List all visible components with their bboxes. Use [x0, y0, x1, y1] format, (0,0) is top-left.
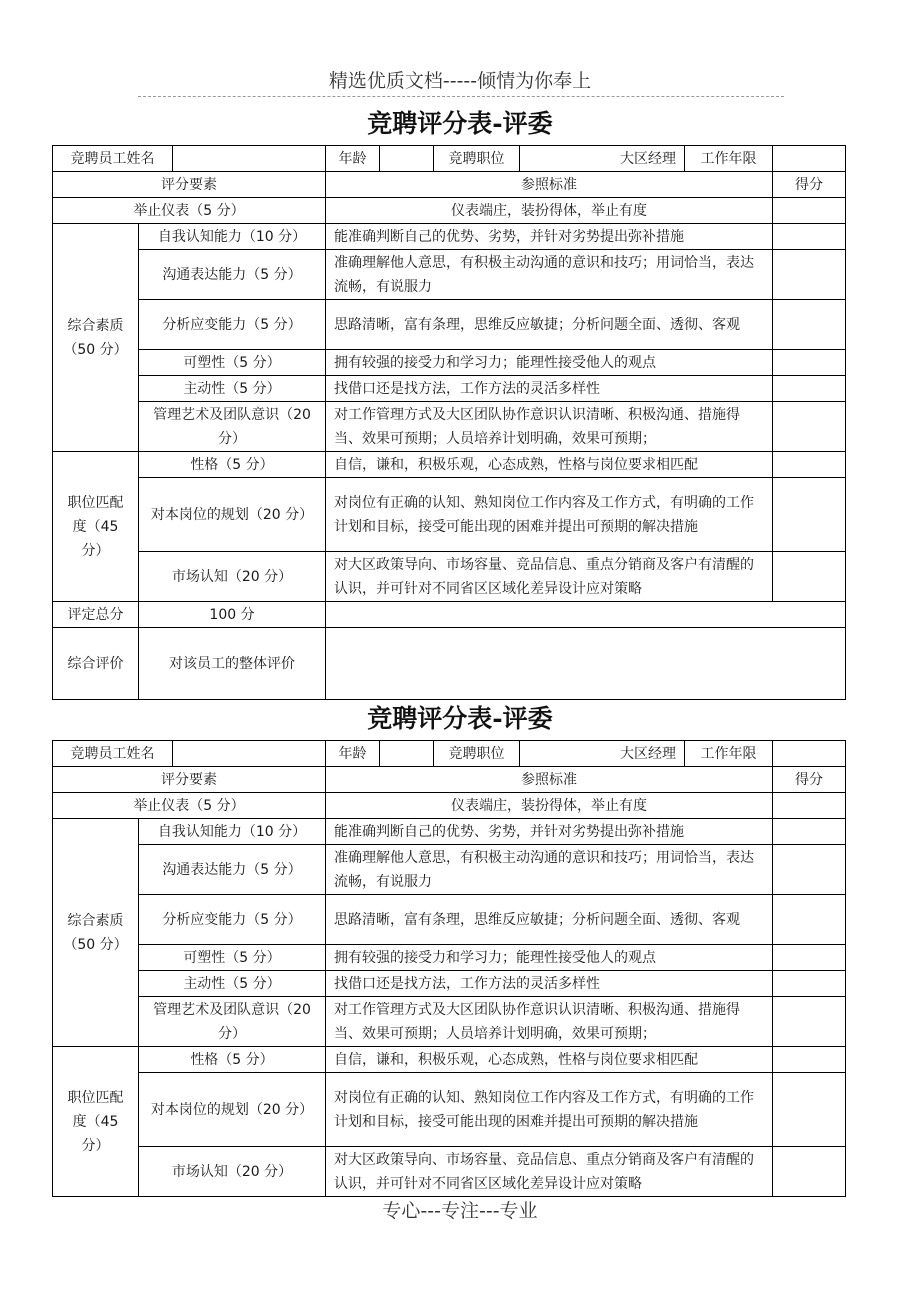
factor-cell: 可塑性（5 分） [139, 350, 326, 376]
score-cell[interactable] [773, 552, 846, 602]
criteria-cell: 准确理解他人意思，有积极主动沟通的意识和技巧；用词恰当，表达流畅，有说服力 [326, 250, 773, 300]
score-cell[interactable] [773, 478, 846, 552]
score-cell[interactable] [773, 895, 846, 945]
factor-cell: 管理艺术及团队意识（20 分） [139, 997, 326, 1047]
criteria-cell: 对工作管理方式及大区团队协作意识认识清晰、积极沟通、措施得当、效果可预期；人员培养计划明确，效果可预期； [326, 402, 773, 452]
group-label: 职位匹配度（45 分） [53, 452, 139, 602]
position-field[interactable]: 大区经理 [520, 741, 685, 767]
group-label: 综合素质（50 分） [53, 224, 139, 452]
years-field[interactable] [773, 146, 846, 172]
page-footer: 专心---专注---专业 [382, 1200, 538, 1222]
score-cell[interactable] [773, 350, 846, 376]
years-field[interactable] [773, 741, 846, 767]
criteria-cell: 对岗位有正确的认知、熟知岗位工作内容及工作方式，有明确的工作计划和目标，接受可能出现的困难并提出可预期的解决措施 [326, 1073, 773, 1147]
score-cell[interactable] [773, 971, 846, 997]
position-field[interactable]: 大区经理 [520, 146, 685, 172]
years-label: 工作年限 [685, 146, 773, 172]
total-score-cell[interactable] [326, 602, 846, 628]
scoring-form [52, 740, 846, 1197]
factor-header: 评分要素 [53, 172, 326, 198]
group-label: 职位匹配度（45 分） [53, 1047, 139, 1197]
criteria-cell: 能准确判断自己的优势、劣势，并针对劣势提出弥补措施 [326, 224, 773, 250]
position-label: 竞聘职位 [434, 741, 520, 767]
years-label: 工作年限 [685, 741, 773, 767]
factor-cell: 主动性（5 分） [139, 376, 326, 402]
criteria-cell: 对大区政策导向、市场容量、竞品信息、重点分销商及客户有清醒的认识，并可针对不同省区区域化差异设计应对策略 [326, 552, 773, 602]
age-label: 年龄 [326, 146, 380, 172]
factor-cell: 管理艺术及团队意识（20 分） [139, 402, 326, 452]
factor-cell: 主动性（5 分） [139, 971, 326, 997]
factor-cell: 举止仪表（5 分） [53, 793, 326, 819]
age-field[interactable] [380, 741, 434, 767]
overall-prompt: 对该员工的整体评价 [139, 628, 326, 700]
scoring-form [52, 145, 846, 700]
score-cell[interactable] [773, 1047, 846, 1073]
score-header: 得分 [773, 767, 846, 793]
factor-cell: 可塑性（5 分） [139, 945, 326, 971]
score-cell[interactable] [773, 997, 846, 1047]
name-field[interactable] [173, 741, 326, 767]
overall-label: 综合评价 [53, 628, 139, 700]
criteria-cell: 自信，谦和，积极乐观，心态成熟，性格与岗位要求相匹配 [326, 1047, 773, 1073]
factor-cell: 市场认知（20 分） [139, 552, 326, 602]
group-label: 综合素质（50 分） [53, 819, 139, 1047]
factor-cell: 对本岗位的规划（20 分） [139, 1073, 326, 1147]
criteria-header: 参照标准 [326, 172, 773, 198]
criteria-cell: 找借口还是找方法，工作方法的灵活多样性 [326, 376, 773, 402]
criteria-cell: 对工作管理方式及大区团队协作意识认识清晰、积极沟通、措施得当、效果可预期；人员培养计划明确，效果可预期； [326, 997, 773, 1047]
factor-cell: 性格（5 分） [139, 452, 326, 478]
criteria-cell: 对岗位有正确的认知、熟知岗位工作内容及工作方式，有明确的工作计划和目标，接受可能出现的困难并提出可预期的解决措施 [326, 478, 773, 552]
criteria-cell: 找借口还是找方法，工作方法的灵活多样性 [326, 971, 773, 997]
name-field[interactable] [173, 146, 326, 172]
criteria-cell: 对大区政策导向、市场容量、竞品信息、重点分销商及客户有清醒的认识，并可针对不同省区区域化差异设计应对策略 [326, 1147, 773, 1197]
criteria-cell: 自信，谦和，积极乐观，心态成熟，性格与岗位要求相匹配 [326, 452, 773, 478]
total-value: 100 分 [139, 602, 326, 628]
factor-cell: 沟通表达能力（5 分） [139, 250, 326, 300]
header-divider [138, 96, 784, 97]
score-header: 得分 [773, 172, 846, 198]
score-cell[interactable] [773, 793, 846, 819]
score-cell[interactable] [773, 845, 846, 895]
criteria-cell: 能准确判断自己的优势、劣势，并针对劣势提出弥补措施 [326, 819, 773, 845]
score-cell[interactable] [773, 1073, 846, 1147]
factor-cell: 自我认知能力（10 分） [139, 819, 326, 845]
criteria-cell: 拥有较强的接受力和学习力；能理性接受他人的观点 [326, 350, 773, 376]
factor-cell: 市场认知（20 分） [139, 1147, 326, 1197]
position-label: 竞聘职位 [434, 146, 520, 172]
score-cell[interactable] [773, 224, 846, 250]
name-label: 竞聘员工姓名 [53, 741, 173, 767]
factor-cell: 性格（5 分） [139, 1047, 326, 1073]
name-label: 竞聘员工姓名 [53, 146, 173, 172]
factor-header: 评分要素 [53, 767, 326, 793]
form-title: 竞聘评分表-评委 [367, 109, 553, 138]
age-label: 年龄 [326, 741, 380, 767]
criteria-cell: 拥有较强的接受力和学习力；能理性接受他人的观点 [326, 945, 773, 971]
score-cell[interactable] [773, 819, 846, 845]
criteria-cell: 思路清晰，富有条理，思维反应敏捷；分析问题全面、透彻、客观 [326, 300, 773, 350]
criteria-cell: 准确理解他人意思，有积极主动沟通的意识和技巧；用词恰当，表达流畅，有说服力 [326, 845, 773, 895]
factor-cell: 自我认知能力（10 分） [139, 224, 326, 250]
score-cell[interactable] [773, 250, 846, 300]
score-cell[interactable] [773, 376, 846, 402]
criteria-cell: 思路清晰，富有条理，思维反应敏捷；分析问题全面、透彻、客观 [326, 895, 773, 945]
score-cell[interactable] [773, 1147, 846, 1197]
age-field[interactable] [380, 146, 434, 172]
score-cell[interactable] [773, 452, 846, 478]
score-cell[interactable] [773, 402, 846, 452]
factor-cell: 分析应变能力（5 分） [139, 895, 326, 945]
total-label: 评定总分 [53, 602, 139, 628]
criteria-cell: 仪表端庄，装扮得体，举止有度 [326, 198, 773, 224]
factor-cell: 分析应变能力（5 分） [139, 300, 326, 350]
score-cell[interactable] [773, 300, 846, 350]
form-title: 竞聘评分表-评委 [367, 704, 553, 733]
criteria-cell: 仪表端庄，装扮得体，举止有度 [326, 793, 773, 819]
score-cell[interactable] [773, 945, 846, 971]
overall-comment-field[interactable] [326, 628, 846, 700]
score-cell[interactable] [773, 198, 846, 224]
factor-cell: 对本岗位的规划（20 分） [139, 478, 326, 552]
criteria-header: 参照标准 [326, 767, 773, 793]
factor-cell: 沟通表达能力（5 分） [139, 845, 326, 895]
page-header: 精选优质文档-----倾情为你奉上 [328, 70, 592, 92]
factor-cell: 举止仪表（5 分） [53, 198, 326, 224]
